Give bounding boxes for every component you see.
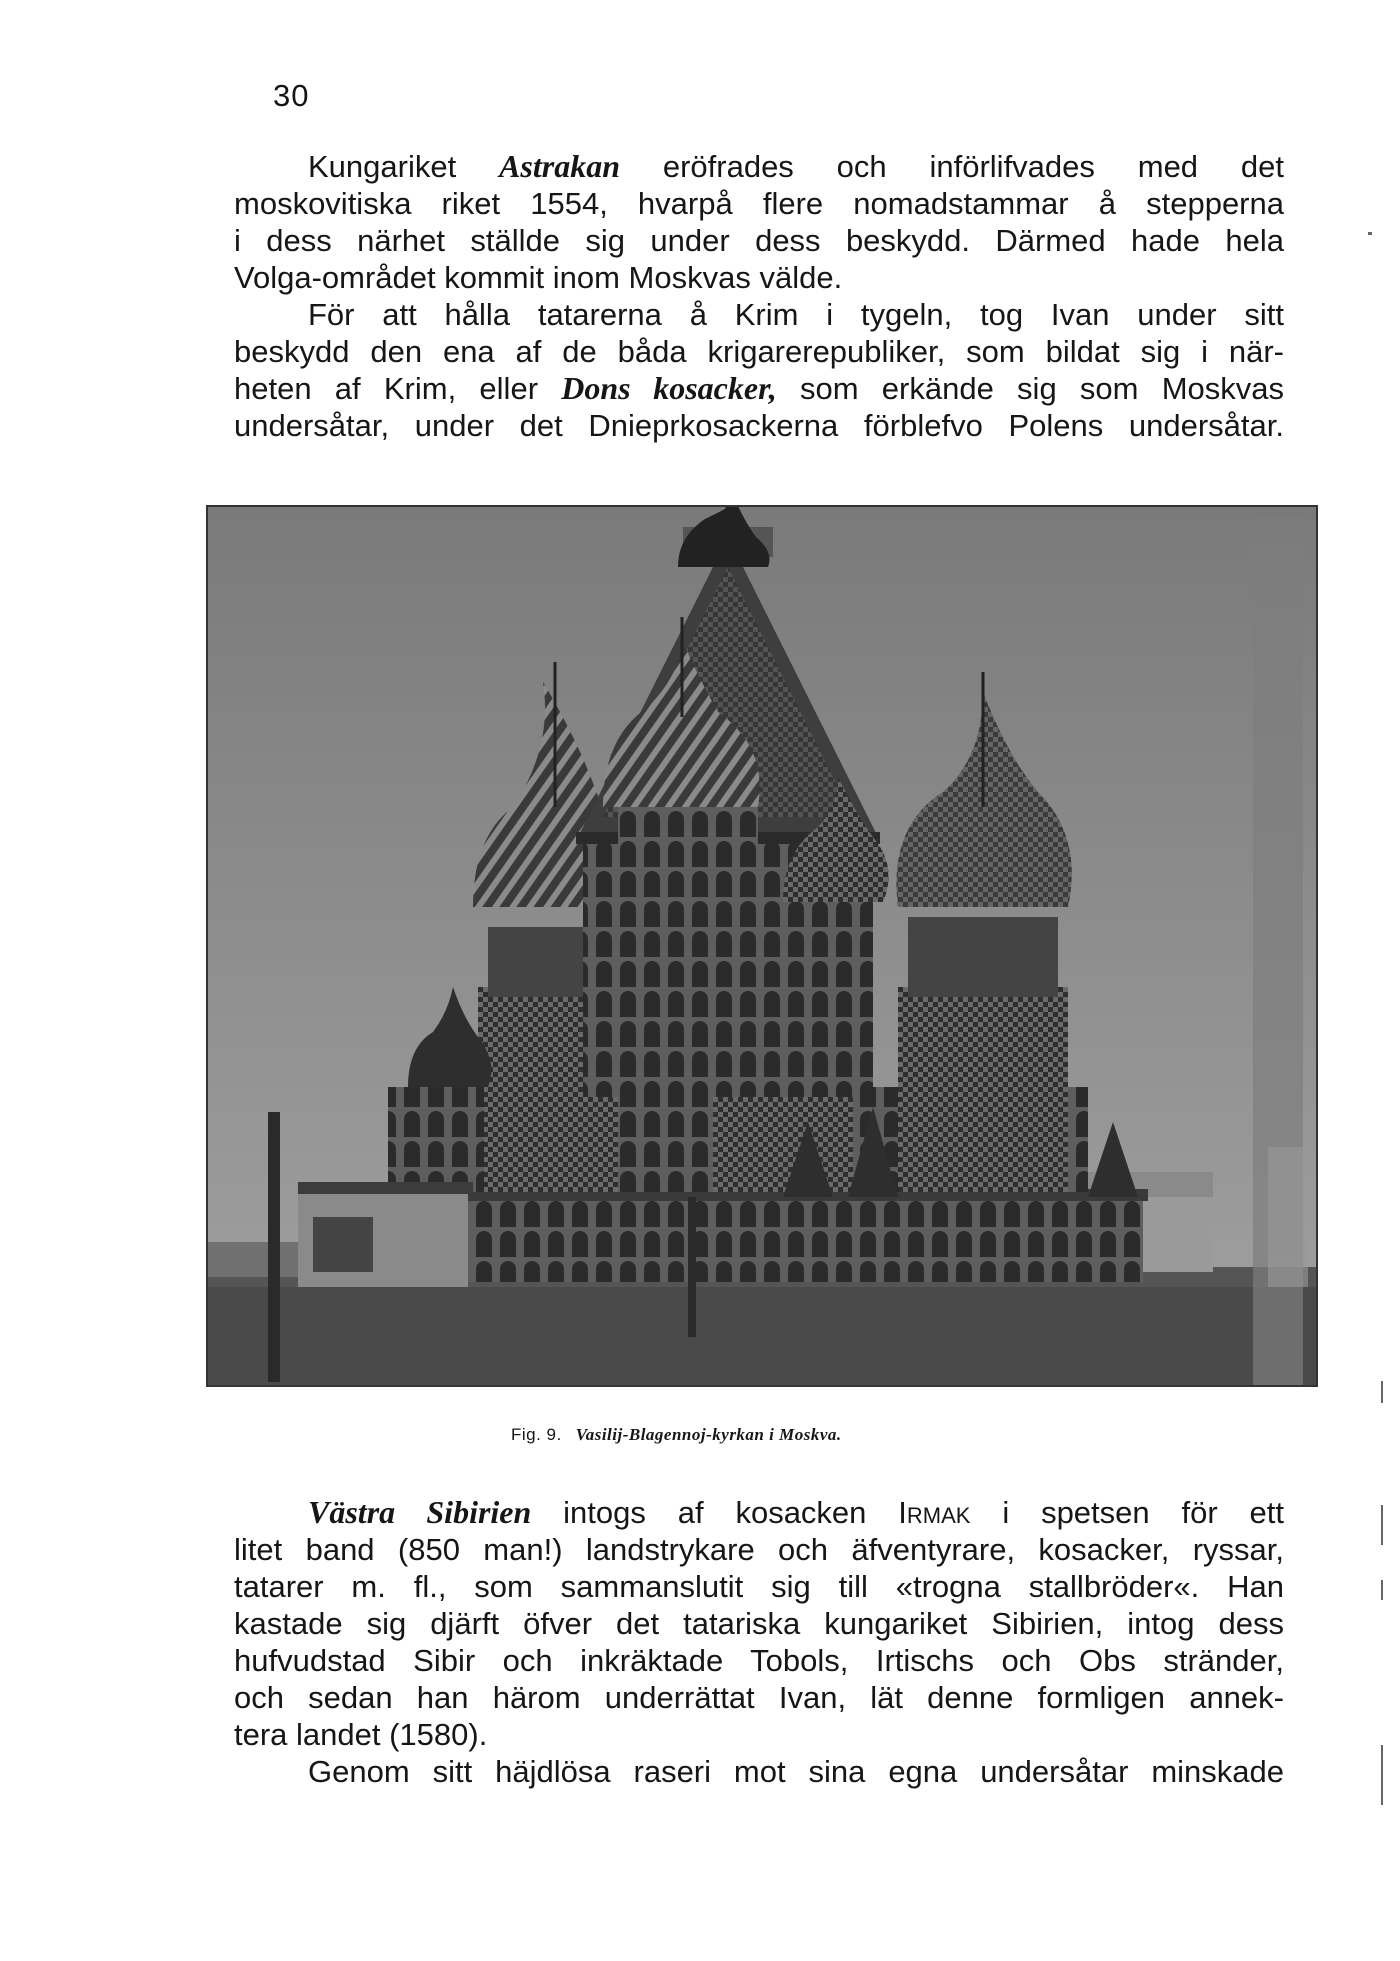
margin-mark (1368, 232, 1372, 235)
page-number: 30 (273, 78, 310, 113)
smallcaps-name-irmak: Irmak (898, 1495, 971, 1530)
body-text-lower (234, 1494, 1284, 1790)
text-line: beskydd den ena af de båda krigarerepubliker, som bildat sig i när- (234, 334, 1284, 369)
text-line: i dess närhet ställde sig under dess beskydd. Därmed hade hela (234, 223, 1284, 258)
text-line: undersåtar, under det Dnieprkosackerna förblefvo Polens undersåtar. (234, 408, 1284, 443)
text-line: tera landet (1580). (234, 1717, 488, 1752)
margin-mark (1381, 1580, 1383, 1600)
text-line: hufvudstad Sibir och inkräktade Tobols, Irtischs och Obs stränder, (234, 1643, 1284, 1678)
text-line: Volga-området kommit inom Moskvas välde. (234, 260, 843, 295)
text-line: moskovitiska riket 1554, hvarpå flere nomadstammar å stepperna (234, 186, 1284, 221)
text-line: heten af Krim, eller Dons kosacker, som erkände sig som Moskvas (234, 370, 1285, 406)
cathedral-illustration (208, 507, 1316, 1385)
text-line: och sedan han härom underrättat Ivan, lät denne formligen annek- (234, 1680, 1284, 1715)
italic-term-dons-kosacker: Dons kosacker, (561, 370, 777, 406)
text-line: Västra Sibirien intogs af kosacken Irmak i spetsen för ett (308, 1494, 1284, 1530)
text-line: litet band (850 man!) landstrykare och äfventyrare, kosacker, ryssar, (234, 1532, 1284, 1567)
text-line: Genom sitt häjdlösa raseri mot sina egna undersåtar minskade (308, 1754, 1284, 1789)
figure-label: Fig. 9. (511, 1425, 562, 1444)
margin-mark (1381, 1505, 1383, 1545)
italic-term-vastra-sibirien: Västra Sibirien (308, 1494, 532, 1530)
figure-caption (511, 1425, 842, 1445)
body-text (234, 148, 1284, 444)
text-line: För att hålla tatarerna å Krim i tygeln, tog Ivan under sitt (308, 297, 1284, 332)
margin-mark (1381, 1745, 1383, 1805)
text-line: kastade sig djärft öfver det tatariska kungariket Sibirien, intog dess (234, 1606, 1284, 1641)
margin-mark (1381, 1381, 1383, 1403)
figure-title: Vasilij-Blagennoj-kyrkan i Moskva. (575, 1425, 842, 1444)
text-line: Kungariket Astrakan eröfrades och införlifvades med det (308, 148, 1284, 184)
text-line: tatarer m. fl., som sammanslutit sig till «trogna stallbröder«. Han (234, 1569, 1284, 1604)
italic-term-astrakan: Astrakan (499, 148, 620, 184)
figure-photograph (206, 505, 1318, 1387)
